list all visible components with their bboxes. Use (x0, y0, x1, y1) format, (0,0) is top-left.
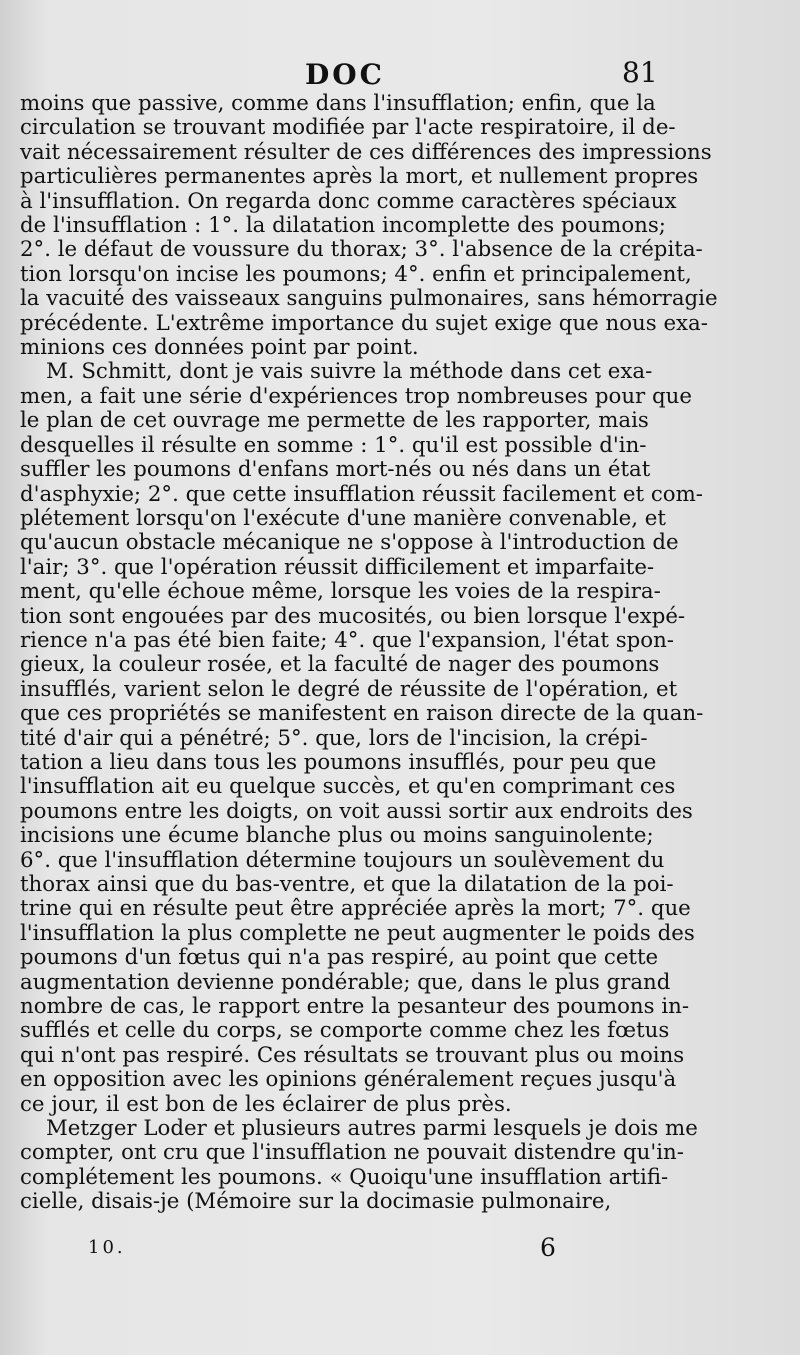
page-number: 81 (622, 56, 658, 89)
text-line: l'air; 3°. que l'opération réussit difficilement et imparfaite- (20, 554, 655, 580)
text-line: nombre de cas, le rapport entre la pesanteur des poumons in- (20, 994, 690, 1020)
text-line: ment, qu'elle échoue même, lorsque les voies de la respira- (20, 579, 661, 605)
text-line: augmentation devienne pondérable; que, dans le plus grand (20, 969, 671, 995)
text-line: ce jour, il est bon de les éclairer de plus près. (20, 1091, 512, 1117)
text-line: desquelles il résulte en somme : 1°. qu'il est possible d'in- (20, 432, 647, 458)
text-line: incisions une écume blanche plus ou moins sanguinolente; (20, 823, 654, 849)
text-line: moins que passive, comme dans l'insufflation; enfin, que la (20, 91, 656, 116)
text-line: tité d'air qui a pénétré; 5°. que, lors de l'incision, la crépi- (20, 725, 648, 751)
text-line: complétement les poumons. « Quoiqu'une insufflation artifi- (20, 1164, 669, 1190)
text-line: gieux, la couleur rosée, et la faculté de nager des poumons (20, 652, 660, 678)
text-line: d'asphyxie; 2°. que cette insufflation réussit facilement et com- (20, 481, 703, 507)
text-line: tation a lieu dans tous les poumons insufflés, pour peu que (20, 749, 657, 775)
paragraph-start-line: M. Schmitt, dont je vais suivre la méthode dans cet exa- (46, 359, 653, 385)
text-line: qui n'ont pas respiré. Ces résultats se trouvant plus ou moins (20, 1042, 685, 1068)
sheet-number: 6 (540, 1233, 556, 1262)
body-text (20, 91, 718, 1215)
text-line: sufflés et celle du corps, se comporte comme chez les fœtus (20, 1018, 670, 1044)
text-line: tion sont engouées par des mucosités, ou bien lorsque l'expé- (20, 603, 686, 629)
text-line: en opposition avec les opinions généralement reçues jusqu'à (20, 1067, 677, 1093)
text-line: cielle, disais-je (Mémoire sur la docimasie pulmonaire, (20, 1189, 612, 1215)
text-line: à l'insufflation. On regarda donc comme caractères spéciaux (20, 188, 677, 214)
text-line: minions ces données point par point. (20, 335, 419, 361)
text-line: 2°. le défaut de voussure du thorax; 3°. l'absence de la crépita- (20, 237, 703, 263)
text-line: la vacuité des vaisseaux sanguins pulmonaires, sans hémorragie (20, 286, 718, 312)
text-line: 6°. que l'insufflation détermine toujours un soulèvement du (20, 847, 665, 873)
running-title: DOC (305, 58, 385, 91)
text-line: men, a fait une série d'expériences trop nombreuses pour que (20, 383, 692, 409)
text-line: de l'insufflation : 1°. la dilatation incomplette des poumons; (20, 213, 666, 239)
text-line: compter, ont cru que l'insufflation ne pouvait distendre qu'in- (20, 1140, 684, 1166)
signature-mark: 10. (88, 1237, 126, 1258)
text-line: thorax ainsi que du bas-ventre, et que la dilatation de la poi- (20, 872, 674, 897)
text-line: trine qui en résulte peut être appréciée après la mort; 7°. que (20, 896, 691, 922)
text-line: insufflés, varient selon le degré de réussite de l'opération, et (20, 676, 678, 702)
paragraph-start-line: Metzger Loder et plusieurs autres parmi lesquels je dois me (46, 1116, 698, 1142)
text-line: précédente. L'extrême importance du sujet exige que nous exa- (20, 310, 708, 336)
text-line: particulières permanentes après la mort, et nullement propres (20, 164, 699, 190)
page-header (0, 58, 800, 94)
text-line: l'insufflation la plus complette ne peut augmenter le poids des (20, 920, 695, 946)
text-line: poumons entre les doigts, on voit aussi sortir aux endroits des (20, 798, 693, 824)
text-line: le plan de cet ouvrage me permette de les rapporter, mais (20, 408, 649, 434)
text-line: suffler les poumons d'enfans mort-nés ou nés dans un état (20, 457, 651, 483)
text-line: vait nécessairement résulter de ces différences des impressions (20, 139, 712, 165)
text-line: poumons d'un fœtus qui n'a pas respiré, au point que cette (20, 945, 659, 971)
text-line: plétement lorsqu'on l'exécute d'une manière convenable, et (20, 505, 666, 531)
text-line: qu'aucun obstacle mécanique ne s'oppose à l'introduction de (20, 530, 679, 556)
text-line: que ces propriétés se manifestent en raison directe de la quan- (20, 701, 704, 727)
text-line: circulation se trouvant modifiée par l'acte respiratoire, il de- (20, 115, 676, 141)
text-line: l'insufflation ait eu quelque succès, et qu'en comprimant ces (20, 774, 676, 800)
text-line: rience n'a pas été bien faite; 4°. que l'expansion, l'état spon- (20, 627, 674, 653)
text-line: tion lorsqu'on incise les poumons; 4°. enfin et principalement, (20, 261, 692, 287)
page-footer (0, 1233, 800, 1263)
